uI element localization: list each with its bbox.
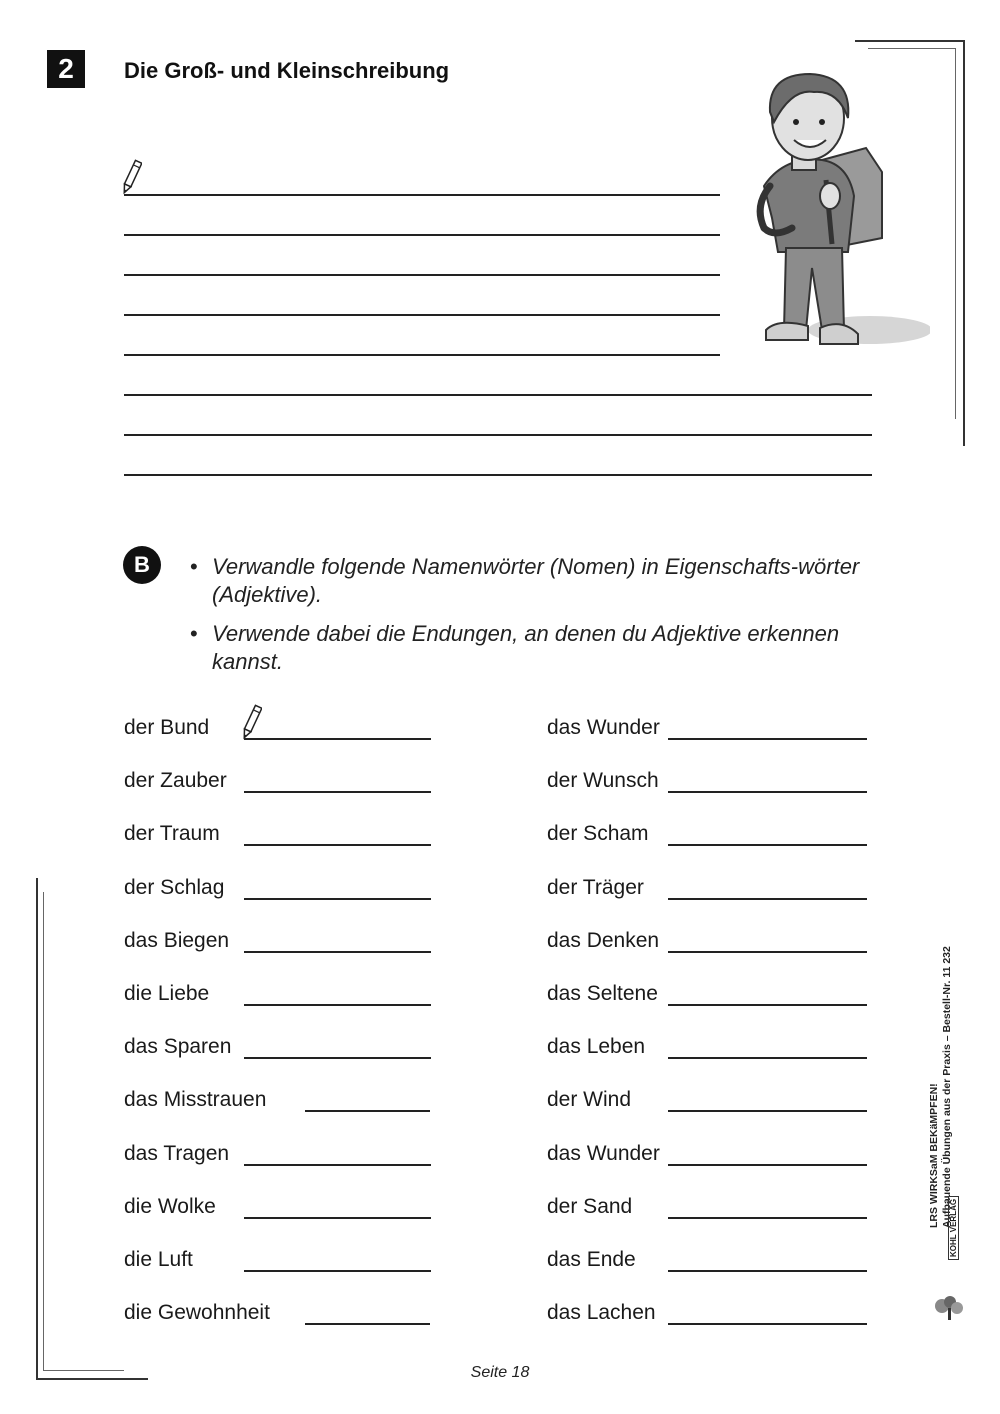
noun-right: der Wind [547,1088,632,1112]
answer-blank-left[interactable] [244,1164,431,1166]
answer-blank-left[interactable] [244,951,431,953]
noun-left: der Bund [124,716,210,739]
answer-blank-right[interactable] [668,1110,867,1112]
page-title: Die Groß- und Kleinschreibung [124,58,450,83]
section-number: 2 [47,50,85,88]
noun-right: das Ende [547,1248,636,1271]
side-line-2: Aufbauende Übungen aus der Praxis – Bestell-Nr. 11 232 [941,946,953,1228]
noun-right: der Sand [547,1194,633,1218]
writing-line[interactable] [124,314,720,316]
writing-line[interactable] [124,274,720,276]
noun-right: der Scham [547,822,649,846]
frame-bottom-left-inner [43,892,124,1371]
noun-left: die Liebe [124,982,210,1005]
writing-line[interactable] [124,354,720,356]
side-line-1: LRS WIRKSaM BEKäMPFEN! [928,1083,940,1228]
noun-right: das Seltene [547,982,658,1005]
noun-left: die Wolke [124,1194,216,1218]
answer-blank-right[interactable] [668,791,867,793]
answer-blank-right[interactable] [668,844,867,846]
answer-blank-left[interactable] [244,898,431,900]
answer-blank-right[interactable] [668,1164,867,1166]
noun-left: das Sparen [124,1035,232,1059]
noun-right: das Denken [547,928,660,952]
answer-blank-left[interactable] [244,1004,431,1006]
answer-blank-right[interactable] [668,1270,867,1272]
noun-right: das Lachen [547,1301,656,1325]
bullet-2: • [190,621,198,646]
answer-blank-right[interactable] [668,1217,867,1219]
noun-left: das Misstrauen [124,1088,267,1112]
answer-blank-left[interactable] [244,1057,431,1059]
answer-blank-right[interactable] [668,1323,867,1325]
noun-left: die Gewohnheit [124,1301,270,1325]
bullet-1: • [190,554,198,579]
answer-blank-left[interactable] [244,1217,431,1219]
answer-blank-left[interactable] [305,1323,430,1325]
noun-right: das Wunder [547,716,660,739]
writing-line[interactable] [124,474,872,476]
answer-blank-right[interactable] [668,951,867,953]
answer-blank-left[interactable] [305,1110,430,1112]
boy-with-backpack-illustration [730,68,930,358]
writing-line[interactable] [124,234,720,236]
answer-blank-left[interactable] [244,1270,431,1272]
instruction-1-text: Verwandle folgende Namenwörter (Nomen) in Eigenschafts-wörter (Adjektive). [212,554,860,607]
noun-left: der Schlag [124,875,225,899]
noun-left: die Luft [124,1248,193,1271]
noun-right: das Leben [547,1035,646,1059]
answer-blank-right[interactable] [668,1004,867,1006]
answer-blank-left[interactable] [244,738,431,740]
noun-left: das Biegen [124,928,230,952]
side-publisher-text [928,888,954,1228]
writing-line[interactable] [124,394,872,396]
answer-blank-right[interactable] [668,1057,867,1059]
instruction-1 [190,553,900,609]
instruction-2-text: Verwende dabei die Endungen, an denen du Adjektive erkennen kannst. [212,621,840,674]
noun-left: der Zauber [124,769,227,793]
noun-right: der Träger [547,875,644,899]
pencil-icon [240,703,262,741]
noun-left: der Traum [124,822,220,846]
answer-blank-left[interactable] [244,844,431,846]
noun-right: das Wunder [547,1141,660,1165]
writing-line[interactable] [124,434,872,436]
writing-line[interactable] [124,194,720,196]
noun-right: der Wunsch [547,769,659,793]
logo-text: KOHL VERLAG [948,1196,959,1260]
publisher-logo [930,1198,970,1320]
noun-left: das Tragen [124,1141,230,1165]
answer-blank-left[interactable] [244,791,431,793]
answer-blank-right[interactable] [668,738,867,740]
pencil-icon [120,158,142,196]
answer-blank-right[interactable] [668,898,867,900]
page-number: Seite 18 [470,1364,530,1381]
instruction-2 [190,620,900,676]
task-badge: B [123,546,161,584]
